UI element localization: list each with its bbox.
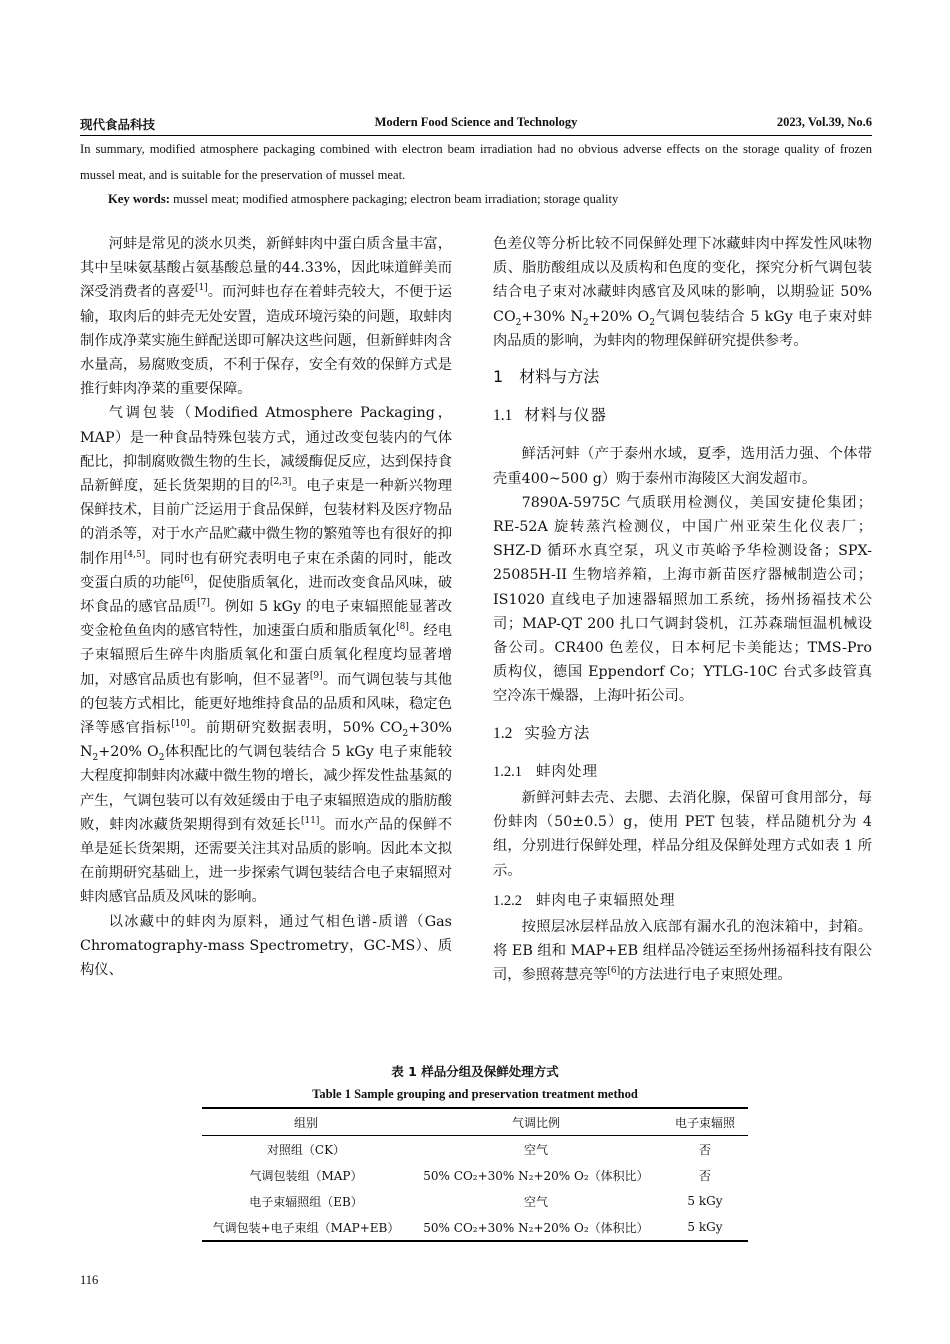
right-column [493,232,872,988]
materials-paragraph: 鲜活河蚌（产于泰州水域，夏季，选用活力强、个体带壳重400~500 g）购于泰州市海陵区大润发超市。 [493,446,872,487]
column-header: 气调比例 [410,1108,662,1136]
section-heading-1: 1 材料与方法 [493,367,600,387]
cell-group: 电子束辐照组（EB） [249,1194,363,1209]
table-row [202,1188,748,1214]
column-header: 电子束辐照 [662,1108,748,1136]
intro-paragraph-3-cont: 色差仪等分析比较不同保鲜处理下冰藏蚌肉中挥发性风味物质、脂肪酸组成以及质构和色度的变化，探究分析气调包装结合电子束对冰藏蚌肉感官及风味的影响，以期验证 50% $CO_2+30\%$ $N_2+20\%$ $O_2$气调包装结合 5 kGy 电子束对蚌肉品质的影响，为蚌肉的物理保鲜研究提供参考。 [493,236,872,349]
cell-group: 对照组（CK） [266,1142,346,1157]
cell-eb: 5 kGy [687,1194,723,1208]
column-header: 组别 [202,1108,410,1136]
keywords-label: Key words: [108,192,170,206]
journal-name-en: Modern Food Science and Technology [374,115,578,129]
sample-grouping-table [202,1107,748,1242]
citation[interactable]: [1] [194,283,208,294]
table-caption-cn: 表 1 样品分组及保鲜处理方式 [391,1064,559,1079]
section-heading-1-2-2: 1.2.2 蚌肉电子束辐照处理 [493,892,676,909]
section-heading-1-1: 1.1 材料与仪器 [493,406,607,425]
keywords-text: mussel meat; modified atmosphere packaging; electron beam irradiation; storage quality [169,192,619,206]
citation[interactable]: [10] [171,719,190,730]
processing-paragraph: 新鲜河蚌去壳、去腮、去消化腺，保留可食用部分，每份蚌肉（50±0.5）g，使用 PET 包装，样品随机分为 4 组，分别进行保鲜处理，样品分组及保鲜处理方式如表 1 所示。 [493,790,872,879]
citation[interactable]: [4,5] [123,549,146,560]
citation[interactable]: [6] [607,966,621,977]
citation[interactable]: [2,3] [269,477,292,488]
section-heading-1-2-1: 1.2.1 蚌肉处理 [493,763,598,780]
cell-eb: 否 [698,1142,711,1157]
table-row [202,1162,748,1188]
keywords [108,186,872,212]
table-header-row [202,1108,748,1136]
cell-ratio: 50% CO₂+30% N₂+20% O₂（体积比） [423,1168,649,1183]
citation[interactable]: [6] [180,574,194,585]
cell-ratio: 空气 [523,1142,548,1157]
citation[interactable]: [8] [396,622,409,633]
instruments-paragraph: 7890A-5975C 气质联用检测仪，美国安捷伦集团；RE-52A 旋转蒸汽检测仪，中国广州亚荣生化仪表厂；SHZ-D 循环水真空泵，巩义市英峪予华检测设备；SPX-25085H-II 生物培养箱，上海市新苗医疗器械制造公司；IS1020 直线电子加速器辐照加工系统，扬州扬福技术公司；MAP-QT 200 扎口气调封袋机，江苏森瑞恒温机械设备公司。CR400 色差仪，日本柯尼卡美能达；TMS-Pro 质构仪，德国 Eppendorf Co；YTLG-10C 台式多歧管真空冷冻干燥器，上海叶拓公司。 [493,494,872,705]
table-row [202,1214,748,1241]
cell-ratio: 空气 [523,1194,548,1209]
running-header [80,113,872,136]
cell-ratio: 50% CO₂+30% N₂+20% O₂（体积比） [410,1214,662,1241]
page-number: 116 [80,1273,99,1287]
left-column [80,232,452,982]
cell-group: 气调包装组（MAP） [249,1168,363,1183]
cell-eb: 5 kGy [662,1214,748,1241]
cell-group: 气调包装+电子束组（MAP+EB） [202,1214,410,1241]
section-heading-1-2: 1.2 实验方法 [493,723,591,742]
citation[interactable]: [7] [197,598,210,609]
table-caption-en: Table 1 Sample grouping and preservation treatment method [312,1087,638,1101]
irradiation-paragraph: 按照层冰层样品放入底部有漏水孔的泡沫箱中，封箱。将 EB 组和 MAP+EB 组样品冷链运至扬州扬福科技有限公司，参照蒋慧亮等[6]的方法进行电子束照处理。 [493,919,872,984]
issue-info: 2023, Vol.39, No.6 [776,115,872,129]
journal-name-cn: 现代食品科技 [80,118,156,132]
intro-paragraph-3: 以冰藏中的蚌肉为原料，通过气相色谱-质谱（Gas Chromatography-mass Spectrometry，GC-MS）、质构仪、 [80,913,452,979]
intro-paragraph-2: 气调包装（Modified Atmosphere Packaging，MAP）是一种食品特殊包装方式，通过改变包装内的气体配比，抑制腐败微生物的生长，减缓酶促反应，达到保持食品新鲜度，延长货架期的目的[2,3]。电子束是一种新兴物理保鲜技术，目前广泛运用于食品保鲜，包装材料及医疗物品的消杀等，对于水产品贮藏中微生物的繁殖等也有很好的抑制作用[4,5]。同时也有研究表明电子束在杀菌的同时，能改变蛋白质的功能[6]，促使脂质氧化，进而改变食品风味，破坏食品的感官品质[7]。例如 5 kGy 的电子束辐照能显著改变金枪鱼鱼肉的感官特性，加速蛋白质和脂质氧化[8]。经电子束辐照后生碎牛肉脂质氧化和蛋白质氧化程度均显著增加，对感官品质也有影响，但不显著[9]。而气调包装与其他的包装方式相比，能更好地维持食品的品质和风味，稳定色泽等感官指标[10]。前期研究数据表明，50% $CO_2+30\%$ $N_2+20\%$ $O_2$体积配比的气调包装结合 5 kGy 电子束能较大程度抑制蚌肉冰藏中微生物的增长，减少挥发性盐基氮的产生，气调包装可以有效延缓由于电子束辐照造成的脂肪酸败，蚌肉冰藏货架期得到有效延长[11]。而水产品的保鲜不单是延长货架期，还需要关注其对品质的影响。因此本文拟在前期研究基础上，进一步探索气调包装结合电子束辐照对蚌肉感官品质及风味的影响。 [80,405,453,906]
intro-paragraph-1: 河蚌是常见的淡水贝类，新鲜蚌肉中蛋白质含量丰富，其中呈味氨基酸占氨基酸总量的44.33%，因此味道鲜美而深受消费者的喜爱[1]。而河蚌也存在着蚌壳较大，不便于运输，取肉后的蚌壳无处安置，造成环境污染的问题，取蚌肉制作成净菜实施生鲜配送即可解决这些问题，但新鲜蚌肉含水量高，易腐败变质，不利于保存，安全有效的保鲜方式是推行蚌肉净菜的重要保障。 [80,236,453,398]
table-row [202,1136,748,1163]
citation[interactable]: [9] [309,670,323,681]
cell-eb: 否 [698,1168,711,1183]
abstract-tail: In summary, modified atmosphere packaging combined with electron beam irradiation had no obvious adverse effects on the storage quality of frozen mussel meat, and is suitable for the preservation of mussel meat. [80,142,872,182]
citation[interactable]: [11] [300,816,320,827]
